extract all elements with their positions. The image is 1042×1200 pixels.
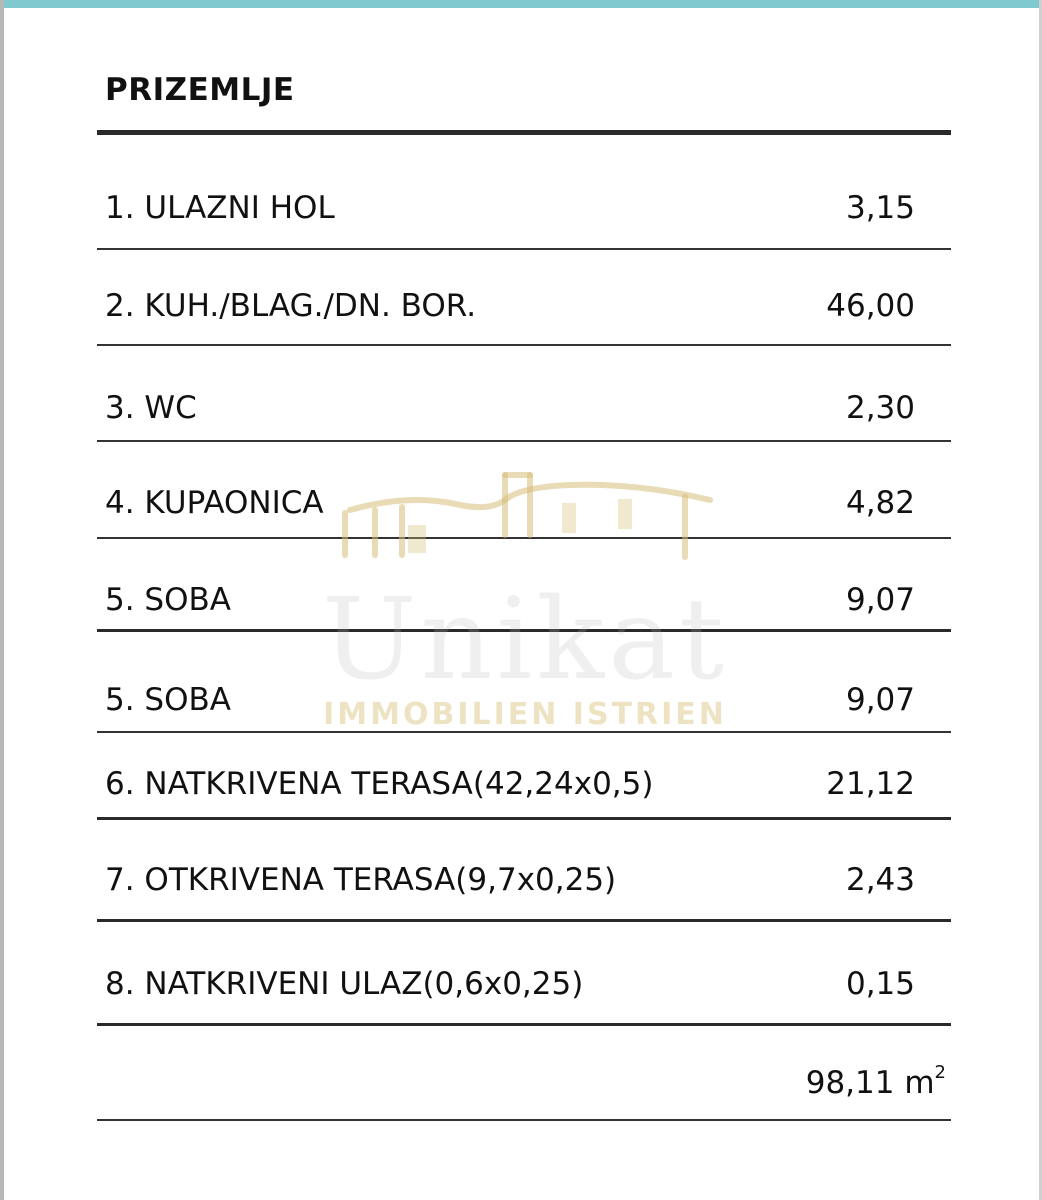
room-area: 4,82 [845, 485, 915, 521]
room-area: 46,00 [826, 288, 915, 324]
room-label: 5. SOBA [105, 582, 231, 618]
row-divider [97, 344, 951, 346]
room-label: 2. KUH./BLAG./DN. BOR. [105, 288, 477, 324]
room-area: 2,43 [845, 862, 915, 898]
row-divider [97, 731, 951, 733]
total-area [805, 1061, 946, 1101]
total-area-value: 98,11 m [805, 1065, 935, 1101]
room-label: 6. NATKRIVENA TERASA(42,24x0,5) [105, 766, 654, 802]
row-divider [97, 248, 951, 250]
room-label: 5. SOBA [105, 682, 231, 718]
row-divider [97, 629, 951, 632]
room-area: 2,30 [845, 390, 915, 426]
total-area-unit-exponent: 2 [934, 1061, 946, 1083]
room-area: 21,12 [826, 766, 915, 802]
watermark [290, 465, 760, 735]
room-label: 8. NATKRIVENI ULAZ(0,6x0,25) [105, 966, 584, 1002]
title-divider [97, 130, 951, 135]
row-divider [97, 537, 951, 539]
total-divider [97, 1119, 951, 1121]
house-logo-icon [290, 465, 760, 575]
room-label: 4. KUPAONICA [105, 485, 324, 521]
room-label: 1. ULAZNI HOL [105, 190, 335, 226]
room-area: 9,07 [845, 582, 915, 618]
row-divider [97, 817, 951, 820]
room-label: 7. OTKRIVENA TERASA(9,7x0,25) [105, 862, 617, 898]
section-title: PRIZEMLJE [105, 72, 295, 108]
room-area: 9,07 [845, 682, 915, 718]
row-divider [97, 919, 951, 922]
watermark-brand: Unikat [322, 575, 728, 705]
room-area: 3,15 [845, 190, 915, 226]
room-area: 0,15 [845, 966, 915, 1002]
room-label: 3. WC [105, 390, 197, 426]
row-divider [97, 440, 951, 442]
top-border [0, 0, 1042, 8]
row-divider [97, 1023, 951, 1026]
left-border [0, 0, 4, 1200]
watermark-tagline: IMMOBILIEN ISTRIEN [323, 697, 727, 732]
